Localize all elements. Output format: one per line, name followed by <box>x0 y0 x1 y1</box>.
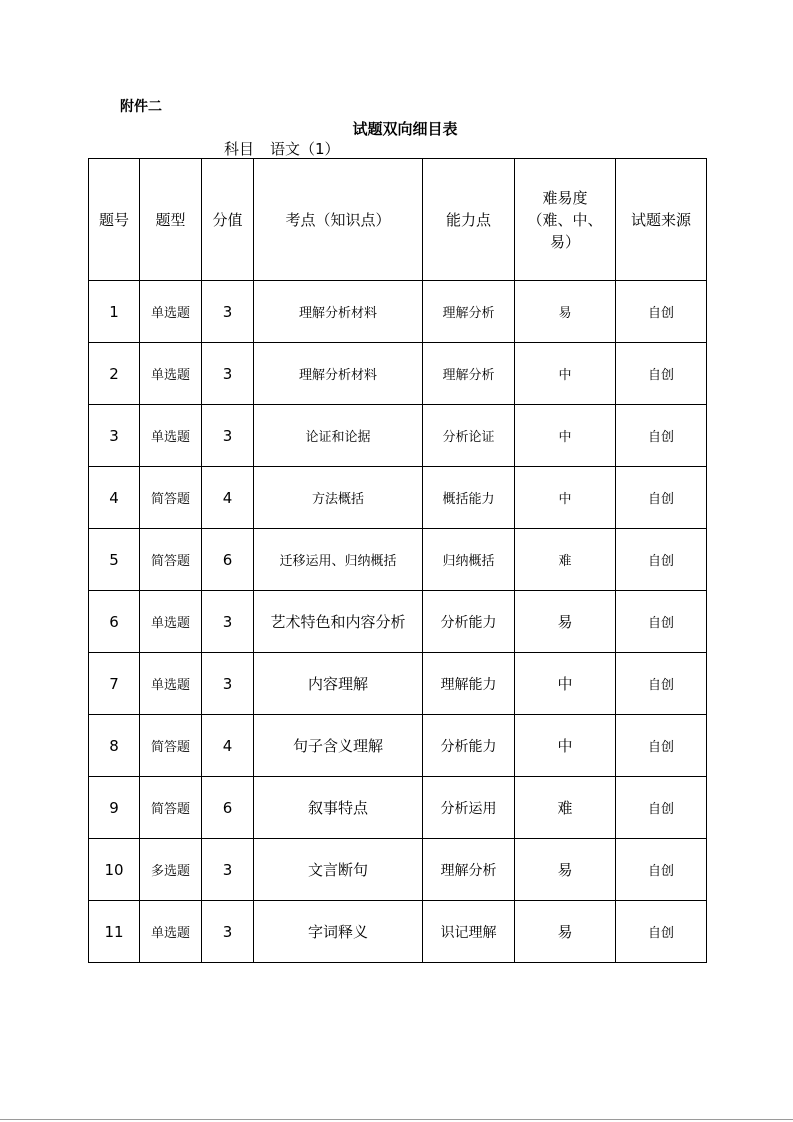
cell-num: 6 <box>89 591 140 653</box>
table-row <box>89 405 707 467</box>
cell-difficulty: 易 <box>515 901 616 963</box>
document-title: 试题双向细目表 <box>352 120 458 138</box>
cell-ability: 理解能力 <box>423 653 515 715</box>
cell-type: 简答题 <box>140 529 202 591</box>
header-point: 考点（知识点） <box>254 159 423 281</box>
subject-value: 语文（1） <box>254 140 368 159</box>
cell-point: 叙事特点 <box>254 777 423 839</box>
cell-type: 单选题 <box>140 343 202 405</box>
cell-score: 3 <box>202 591 254 653</box>
cell-point: 迁移运用、归纳概括 <box>254 529 423 591</box>
table-row <box>89 777 707 839</box>
cell-score: 4 <box>202 467 254 529</box>
table-row <box>89 343 707 405</box>
cell-score: 3 <box>202 343 254 405</box>
spec-table <box>88 158 707 963</box>
cell-score: 3 <box>202 405 254 467</box>
cell-point: 理解分析材料 <box>254 281 423 343</box>
cell-type: 单选题 <box>140 405 202 467</box>
header-num: 题号 <box>89 159 140 281</box>
cell-difficulty: 中 <box>515 405 616 467</box>
header-row <box>89 159 707 281</box>
table-row <box>89 467 707 529</box>
cell-ability: 归纳概括 <box>423 529 515 591</box>
subject-line <box>224 138 368 159</box>
cell-point: 内容理解 <box>254 653 423 715</box>
cell-score: 6 <box>202 529 254 591</box>
cell-source: 自创 <box>616 777 707 839</box>
cell-ability: 分析论证 <box>423 405 515 467</box>
table-row <box>89 715 707 777</box>
header-ability: 能力点 <box>423 159 515 281</box>
cell-score: 6 <box>202 777 254 839</box>
page-bottom-divider <box>0 1119 793 1120</box>
cell-source: 自创 <box>616 715 707 777</box>
cell-num: 8 <box>89 715 140 777</box>
cell-point: 艺术特色和内容分析 <box>254 591 423 653</box>
cell-num: 9 <box>89 777 140 839</box>
cell-ability: 分析运用 <box>423 777 515 839</box>
cell-num: 10 <box>89 839 140 901</box>
cell-difficulty: 中 <box>515 343 616 405</box>
cell-point: 句子含义理解 <box>254 715 423 777</box>
cell-num: 11 <box>89 901 140 963</box>
cell-type: 单选题 <box>140 901 202 963</box>
cell-score: 3 <box>202 839 254 901</box>
cell-type: 单选题 <box>140 653 202 715</box>
cell-difficulty: 易 <box>515 591 616 653</box>
cell-source: 自创 <box>616 343 707 405</box>
cell-score: 3 <box>202 901 254 963</box>
cell-num: 5 <box>89 529 140 591</box>
cell-type: 多选题 <box>140 839 202 901</box>
cell-type: 单选题 <box>140 281 202 343</box>
table-row <box>89 529 707 591</box>
cell-score: 3 <box>202 281 254 343</box>
header-score: 分值 <box>202 159 254 281</box>
cell-ability: 识记理解 <box>423 901 515 963</box>
table-body <box>89 281 707 963</box>
cell-difficulty: 中 <box>515 653 616 715</box>
header-difficulty: 难易度（难、中、易） <box>515 159 616 281</box>
cell-difficulty: 难 <box>515 777 616 839</box>
cell-ability: 理解分析 <box>423 281 515 343</box>
cell-point: 理解分析材料 <box>254 343 423 405</box>
cell-type: 单选题 <box>140 591 202 653</box>
header-source: 试题来源 <box>616 159 707 281</box>
cell-difficulty: 易 <box>515 281 616 343</box>
cell-difficulty: 中 <box>515 467 616 529</box>
cell-source: 自创 <box>616 901 707 963</box>
cell-score: 4 <box>202 715 254 777</box>
cell-ability: 分析能力 <box>423 715 515 777</box>
cell-difficulty: 中 <box>515 715 616 777</box>
cell-num: 4 <box>89 467 140 529</box>
cell-point: 字词释义 <box>254 901 423 963</box>
cell-source: 自创 <box>616 653 707 715</box>
cell-score: 3 <box>202 653 254 715</box>
cell-num: 3 <box>89 405 140 467</box>
table-row <box>89 839 707 901</box>
table-row <box>89 281 707 343</box>
cell-type: 简答题 <box>140 715 202 777</box>
cell-num: 7 <box>89 653 140 715</box>
header-type: 题型 <box>140 159 202 281</box>
cell-source: 自创 <box>616 281 707 343</box>
cell-source: 自创 <box>616 529 707 591</box>
cell-source: 自创 <box>616 467 707 529</box>
cell-source: 自创 <box>616 591 707 653</box>
cell-type: 简答题 <box>140 777 202 839</box>
subject-label: 科目 <box>224 140 255 158</box>
cell-ability: 理解分析 <box>423 839 515 901</box>
attachment-label: 附件二 <box>120 99 162 115</box>
cell-type: 简答题 <box>140 467 202 529</box>
cell-point: 文言断句 <box>254 839 423 901</box>
cell-difficulty: 难 <box>515 529 616 591</box>
table-row <box>89 901 707 963</box>
cell-ability: 分析能力 <box>423 591 515 653</box>
cell-source: 自创 <box>616 839 707 901</box>
cell-num: 2 <box>89 343 140 405</box>
cell-point: 论证和论据 <box>254 405 423 467</box>
table-row <box>89 591 707 653</box>
cell-num: 1 <box>89 281 140 343</box>
table-row <box>89 653 707 715</box>
cell-source: 自创 <box>616 405 707 467</box>
cell-ability: 理解分析 <box>423 343 515 405</box>
cell-ability: 概括能力 <box>423 467 515 529</box>
cell-point: 方法概括 <box>254 467 423 529</box>
cell-difficulty: 易 <box>515 839 616 901</box>
